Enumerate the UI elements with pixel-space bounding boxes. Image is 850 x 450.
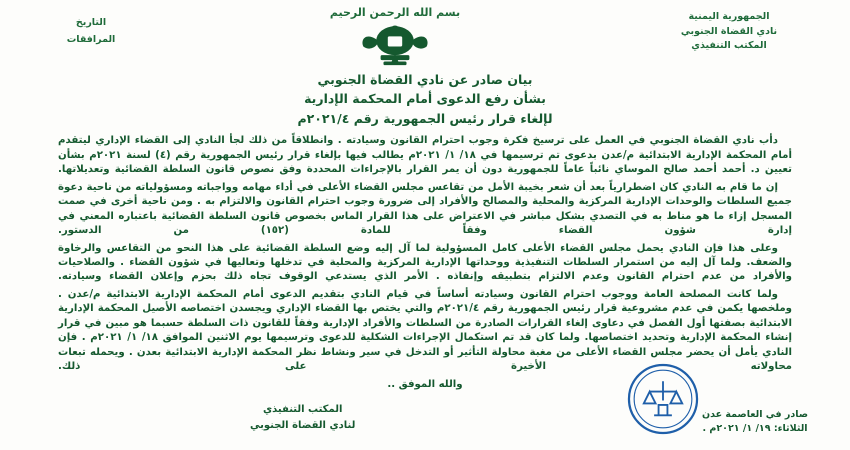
emblem-block: [295, 6, 495, 71]
body-paragraph: دأب نادي القضاة الجنوبي في العمل على ترسيخ فكرة وجوب احترام القانون وسيادته . وانطلاقاً من ذلك لجأ النادي إلى القضاء الإداري ليتقدم أمام المحكمة الإدارية الابتدائية م/عدن بدعوى تم ترسيمها في ١٨/ ١/ ٢٠٢١م يطالب فيها بإلغاء قرار رئيس الجمهورية رقم (٤) لسنة ٢٠٢١م بشأن تعيين د. أحمد أحمد صالح الموساي نائباً عاماً للجمهورية دون أن يمر القرار بالإجراءات المحددة وفق نصوص قانون السلطة القضائية وتعديلاتها.: [58, 135, 792, 176]
issued-place: صادر في العاصمة عدن: [702, 409, 808, 420]
title-line-3: لإلغاء قرار رئيس الجمهورية رقم ٢٠٢١/٤م: [297, 110, 553, 126]
signature-line-1: المكتب التنفيذي: [262, 404, 343, 415]
document-footer: [0, 362, 850, 444]
meta-label-date: التاريخ: [75, 17, 107, 28]
judges-club-round-seal-icon: [626, 362, 700, 436]
body-paragraph: ولما كانت المصلحة العامة ووجوب احترام القانون وسيادته أساساً في قيام النادي بتقديم الدعوى أمام المحكمة الإدارية الابتدائية م/عدن . وملخصها يكمن في عدم مشروعية قرار رئيس الجمهورية رقم ٢٠٢١/٤م والتي يختص بها القضاء الإداري ويجسدن اختصاصه الأصيل المحكمة الإدارية الابتدائية بصفتها أول الفصل في دعاوى إلغاء القرارات الصادرة من السلطات والأفراد الإدارية وفقاً للقانون ذات السلطة حسبما هو مبين في قرار إنشاء المحكمة الإدارية وتحديد اختصاصها. ولما كان قد تم استكمال الإجراءات الشكلية للدعوى وترسيمها يوم الاثنين الموافق ١٨/ ١/ ٢٠٢١م . فإن النادي يأمل أن يحضر مجلس القضاء الأعلى من مغبة محاولة التأثير أو التدخل في سير ونشاط نظر المحكمة الإدارية الابتدائية بعدن . ويحمله تبعات محاولاته الأخيرة على ذلك.: [58, 288, 792, 373]
organization-line-1: الجمهورية اليمنية: [688, 11, 770, 22]
body-paragraph: وعلى هذا فإن النادي يحمل مجلس القضاء الأعلى كامل المسؤولية لما آل إليه وضع السلطة القضائية على هذا النحو من التقاعس والرخاوة والضعف. ولما آل إليه من استمرار السلطات التنفيذية ووحداتها الإدارية المركزية والمحلية في تدخلها وتعاليها في شؤون القضاء . والصلاحيات والأفراد من عدم احترام القانون وعدم الالتزام بتطبيقه وإنفاذه . الأمر الذي يستدعي الوقوف تجاه ذلك بحزم وإعلان القضاء وسيادته.: [58, 242, 792, 283]
document-header: [16, 6, 834, 68]
signature-line-2: لنادي القضاة الجنوبي: [250, 420, 356, 431]
signature-block: [250, 402, 355, 434]
document-meta-block: [16, 6, 166, 48]
organization-block: [624, 6, 834, 54]
document-body: [16, 134, 834, 392]
body-paragraph: إن ما قام به النادي كان اضطرارياً بعد أن شعر بخيبة الأمل من تقاعس مجلس القضاء الأعلى في أداء مهامه وواجباته ومسؤولياته من ناحية دعوة جميع السلطات والوحدات الإدارية المركزية والمحلية والمصالح والأفراد إلى ضرورة وجوب احترام القانون والالتزام به . ومن ناحية أخرى في صمت المسجل إزاء ما هو مناط به في التصدي بشكل مباشر في الاعتراض على هذا القرار الماس بخصوص قانون السلطة القضائية باعتباره المعني في إدارة شؤون القضاء وفقاً للمادة (١٥٢) من الدستور.: [58, 181, 792, 237]
title-line-1: بيان صادر عن نادي القضاة الجنوبي: [317, 72, 533, 87]
organization-line-2: نادي القضاة الجنوبي: [680, 25, 778, 37]
basmala-text: بسم الله الرحمن الرحيم: [329, 6, 461, 19]
meta-label-attachments: المرافقات: [66, 34, 116, 46]
closing-line: والله الموفق ..: [387, 378, 463, 390]
yemen-eagle-emblem-icon: [359, 19, 431, 71]
document-title: [16, 70, 834, 128]
issued-date: الثلاثاء: ١٩/ ١/ ٢٠٢١م .: [702, 423, 808, 435]
issue-info: [702, 408, 808, 437]
title-line-2: بشأن رفع الدعوى أمام المحكمة الإدارية: [304, 91, 546, 107]
organization-line-3: المكتب التنفيذي: [691, 40, 767, 52]
